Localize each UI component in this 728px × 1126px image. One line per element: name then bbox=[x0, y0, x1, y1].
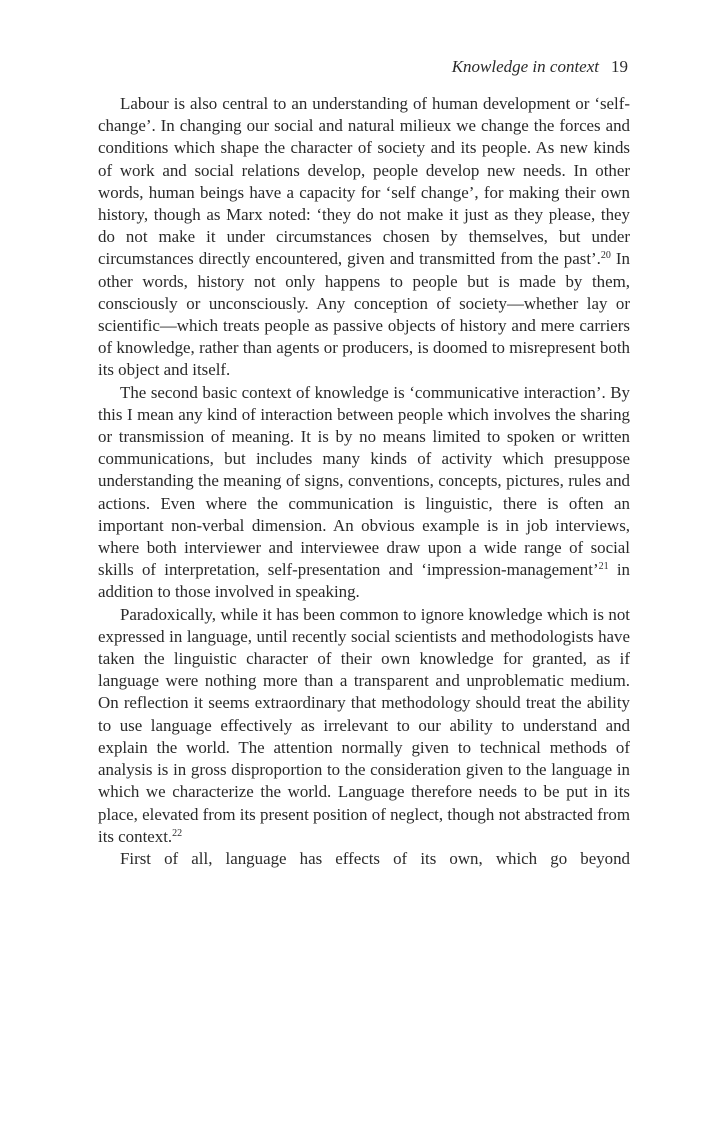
running-head bbox=[452, 56, 628, 78]
footnote-ref-20: 20 bbox=[600, 250, 611, 262]
paragraph-text: Paradoxically, while it has been common to ignore knowledge which is not expressed in language, until recently social scientists and methodologists have taken the linguistic character of their own knowledge for granted, as if language were nothing more than a transparent and unproblematic medium. On reflection it seems extraordinary that methodology should treat the ability to use language effectively as irrelevant to our ability to understand and explain the world. The attention normally given to technical methods of analysis is in gross disproportion to the consideration given to the language in which we characterize the world. Language therefore needs to be put in its place, elevated from its present position of neglect, though not abstracted from its context. bbox=[98, 604, 630, 846]
body-text bbox=[98, 93, 630, 870]
footnote-ref-22: 22 bbox=[172, 827, 183, 839]
page-number: 19 bbox=[611, 57, 628, 76]
paragraph-text: The second basic context of knowledge is ‘communicative interaction’. By this I mean any kind of interaction between people which involves the sharing or transmission of meaning. It is by no means limited to spoken or written communications, but includes many kinds of activity which presuppose understanding the meaning of signs, conventions, concepts, pictures, rules and actions. Even where the communication is linguistic, there is often an important non-verbal dimension. An obvious example is in job interviews, where both interviewer and interviewee draw upon a wide range of social skills of interpretation, self-presentation and ‘impression-management’ bbox=[98, 382, 630, 580]
running-head-title: Knowledge in context bbox=[451, 57, 599, 76]
paragraph-text: First of all, language has effects of its own, which go beyond bbox=[120, 848, 630, 868]
paragraph-communicative-interaction bbox=[98, 382, 630, 604]
paragraph-text: Labour is also central to an understanding of human development or ‘self-change’. In changing our social and natural milieux we change the forces and conditions which shape the character of society and its people. As new kinds of work and social relations develop, people develop new needs. In other words, human beings have a capacity for ‘self change’, for making their own history, though as Marx noted: ‘they do not make it just as they please, they do not make it under circumstances chosen by themselves, but under circumstances directly encountered, given and transmitted from the past’. bbox=[98, 94, 630, 269]
paragraph-paradoxically bbox=[98, 604, 630, 848]
paragraph-first-of-all bbox=[98, 848, 630, 870]
paragraph-labour bbox=[98, 93, 630, 382]
paragraph-text: in addition to those involved in speaking. bbox=[98, 560, 630, 602]
footnote-ref-21: 21 bbox=[598, 561, 609, 573]
paragraph-text: In other words, history not only happens to people but is made by them, consciously or unconsciously. Any conception of society—whether lay or scientific—which treats people as passive objects of history and mere carriers of knowledge, rather than agents or producers, is doomed to misrepresent both its object and itself. bbox=[98, 249, 630, 380]
